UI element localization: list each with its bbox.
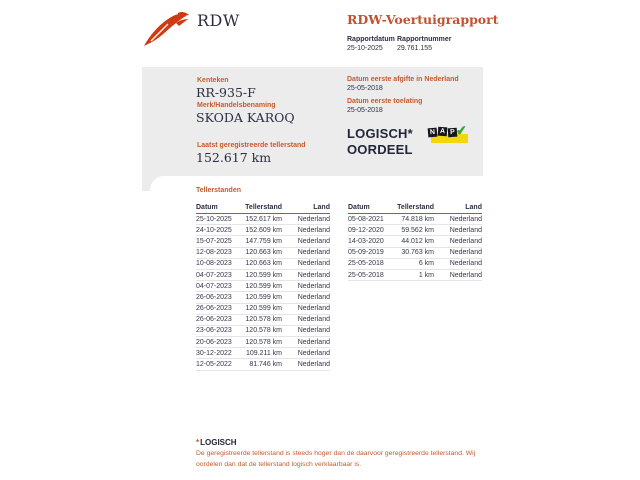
table-header-row bbox=[348, 201, 482, 214]
table-cell: 25-10-2025 bbox=[196, 215, 232, 223]
table-row bbox=[196, 281, 330, 292]
table-cell: 120.599 km bbox=[245, 282, 282, 290]
table-cell: 04-07-2023 bbox=[196, 282, 232, 290]
table-row bbox=[348, 225, 482, 236]
table-cell: Nederland bbox=[297, 282, 330, 290]
brand-wordmark: RDW bbox=[197, 11, 240, 30]
table-cell: Nederland bbox=[297, 338, 330, 346]
nap-checkmark-icon: ✔ bbox=[455, 122, 468, 139]
footnote-text: De geregistreerde tellerstand is steeds hoger dan de daarvoor geregistreerde tellerstand. Wij oordelen dan dat de tellerstand logisch verklaarbaar is. bbox=[196, 450, 476, 468]
table-row bbox=[196, 304, 330, 315]
table-cell: 26-06-2023 bbox=[196, 305, 232, 313]
table-cell: Nederland bbox=[449, 226, 482, 234]
table-cell: 25-05-2018 bbox=[348, 271, 384, 279]
merk-value: SKODA KAROQ bbox=[196, 110, 295, 125]
table-row bbox=[196, 248, 330, 259]
table-cell: 120.578 km bbox=[245, 327, 282, 335]
table-body-right bbox=[348, 214, 482, 281]
table-cell: Nederland bbox=[297, 215, 330, 223]
table-row bbox=[196, 348, 330, 359]
col-header-datum: Datum bbox=[348, 203, 370, 211]
nap-letter-p: P bbox=[448, 128, 458, 138]
col-header-datum: Datum bbox=[196, 203, 218, 211]
table-cell: Nederland bbox=[297, 327, 330, 335]
tellerstand-value: 152.617 km bbox=[196, 150, 272, 165]
table-row bbox=[196, 337, 330, 348]
table-cell: 05-09-2019 bbox=[348, 249, 384, 257]
table-row bbox=[196, 236, 330, 247]
nap-logo-icon bbox=[428, 122, 468, 146]
table-cell: Nederland bbox=[297, 349, 330, 357]
table-cell: 120.578 km bbox=[245, 338, 282, 346]
table-row bbox=[348, 236, 482, 247]
table-cell: Nederland bbox=[449, 237, 482, 245]
table-cell: Nederland bbox=[297, 293, 330, 301]
table-cell: 25-05-2018 bbox=[348, 260, 384, 268]
page-title: RDW-Voertuigrapport bbox=[347, 12, 499, 27]
table-cell: 120.663 km bbox=[245, 249, 282, 257]
table-row bbox=[348, 270, 482, 281]
table-cell: Nederland bbox=[449, 271, 482, 279]
table-cell: 147.759 km bbox=[245, 237, 282, 245]
table-cell: Nederland bbox=[297, 316, 330, 324]
table-cell: 120.663 km bbox=[245, 260, 282, 268]
table-cell: Nederland bbox=[297, 237, 330, 245]
table-body-left bbox=[196, 214, 330, 371]
table-cell: 6 km bbox=[418, 260, 434, 268]
table-cell: 44.012 km bbox=[401, 237, 434, 245]
table-row bbox=[196, 225, 330, 236]
col-header-tellerstand: Tellerstand bbox=[397, 203, 434, 211]
table-cell: 59.562 km bbox=[401, 226, 434, 234]
table-cell: 120.599 km bbox=[245, 293, 282, 301]
toelating-label: Datum eerste toelating bbox=[347, 98, 423, 105]
afgifte-value: 25-05-2018 bbox=[347, 85, 383, 92]
table-cell: 14-03-2020 bbox=[348, 237, 384, 245]
table-cell: 10-08-2023 bbox=[196, 260, 232, 268]
col-header-tellerstand: Tellerstand bbox=[245, 203, 282, 211]
report-date-label: Rapportdatum bbox=[347, 36, 395, 43]
table-cell: 15-07-2025 bbox=[196, 237, 232, 245]
table-cell: 30-12-2022 bbox=[196, 349, 232, 357]
tellerstanden-section-title: Tellerstanden bbox=[196, 187, 241, 194]
table-cell: 26-06-2023 bbox=[196, 316, 232, 324]
table-cell: 04-07-2023 bbox=[196, 271, 232, 279]
nap-letter-n: N bbox=[428, 128, 438, 138]
toelating-value: 25-05-2018 bbox=[347, 107, 383, 114]
table-header-row bbox=[196, 201, 330, 214]
table-cell: 152.617 km bbox=[245, 215, 282, 223]
kenteken-label: Kenteken bbox=[197, 77, 229, 84]
kenteken-value: RR-935-F bbox=[196, 85, 256, 100]
table-cell: Nederland bbox=[449, 260, 482, 268]
table-row bbox=[196, 270, 330, 281]
report-date-value: 25-10-2025 bbox=[347, 45, 383, 52]
table-cell: 12-05-2022 bbox=[196, 361, 232, 369]
table-row bbox=[196, 292, 330, 303]
merk-label: Merk/Handelsbenaming bbox=[197, 102, 276, 109]
table-cell: 120.599 km bbox=[245, 305, 282, 313]
table-cell: 23-06-2023 bbox=[196, 327, 232, 335]
table-cell: 74.818 km bbox=[401, 215, 434, 223]
table-cell: 20-06-2023 bbox=[196, 338, 232, 346]
report-number-value: 29.761.155 bbox=[397, 45, 433, 52]
table-cell: 81.746 km bbox=[249, 361, 282, 369]
tellerstand-label: Laatst geregistreerde tellerstand bbox=[197, 142, 306, 149]
report-number-label: Rapportnummer bbox=[397, 36, 452, 43]
col-header-land: Land bbox=[465, 203, 482, 211]
nap-letter-a: A bbox=[438, 127, 448, 137]
judgement-line1: LOGISCH* bbox=[347, 126, 413, 141]
footnote-title-text: LOGISCH bbox=[200, 438, 237, 447]
table-cell: 24-10-2025 bbox=[196, 226, 232, 234]
table-cell: 120.578 km bbox=[245, 316, 282, 324]
table-cell: 05-08-2021 bbox=[348, 215, 384, 223]
table-row bbox=[196, 326, 330, 337]
table-cell: 30.763 km bbox=[401, 249, 434, 257]
table-cell: Nederland bbox=[297, 260, 330, 268]
judgement-line2: OORDEEL bbox=[347, 142, 413, 157]
table-row bbox=[348, 248, 482, 259]
table-cell: Nederland bbox=[297, 226, 330, 234]
table-cell: 109.211 km bbox=[245, 349, 282, 357]
table-cell: Nederland bbox=[449, 215, 482, 223]
footnote-title bbox=[196, 438, 237, 447]
table-cell: Nederland bbox=[297, 249, 330, 257]
table-cell: 26-06-2023 bbox=[196, 293, 232, 301]
table-cell: 1 km bbox=[418, 271, 434, 279]
tellerstanden-table-left bbox=[196, 201, 330, 371]
table-cell: Nederland bbox=[297, 361, 330, 369]
table-cell: Nederland bbox=[297, 271, 330, 279]
table-cell: Nederland bbox=[449, 249, 482, 257]
afgifte-label: Datum eerste afgifte in Nederland bbox=[347, 76, 459, 83]
table-cell: 09-12-2020 bbox=[348, 226, 384, 234]
table-row bbox=[196, 359, 330, 370]
table-row bbox=[196, 214, 330, 225]
tellerstanden-table-right bbox=[348, 201, 482, 281]
table-cell: 12-08-2023 bbox=[196, 249, 232, 257]
footnote-asterisk: * bbox=[196, 438, 200, 447]
table-row bbox=[348, 214, 482, 225]
table-row bbox=[196, 315, 330, 326]
table-row bbox=[348, 259, 482, 270]
table-cell: 120.599 km bbox=[245, 271, 282, 279]
col-header-land: Land bbox=[313, 203, 330, 211]
table-row bbox=[196, 259, 330, 270]
judgement-text bbox=[347, 126, 413, 158]
table-cell: 152.609 km bbox=[245, 226, 282, 234]
table-cell: Nederland bbox=[297, 305, 330, 313]
rdw-logo-icon bbox=[143, 11, 190, 49]
